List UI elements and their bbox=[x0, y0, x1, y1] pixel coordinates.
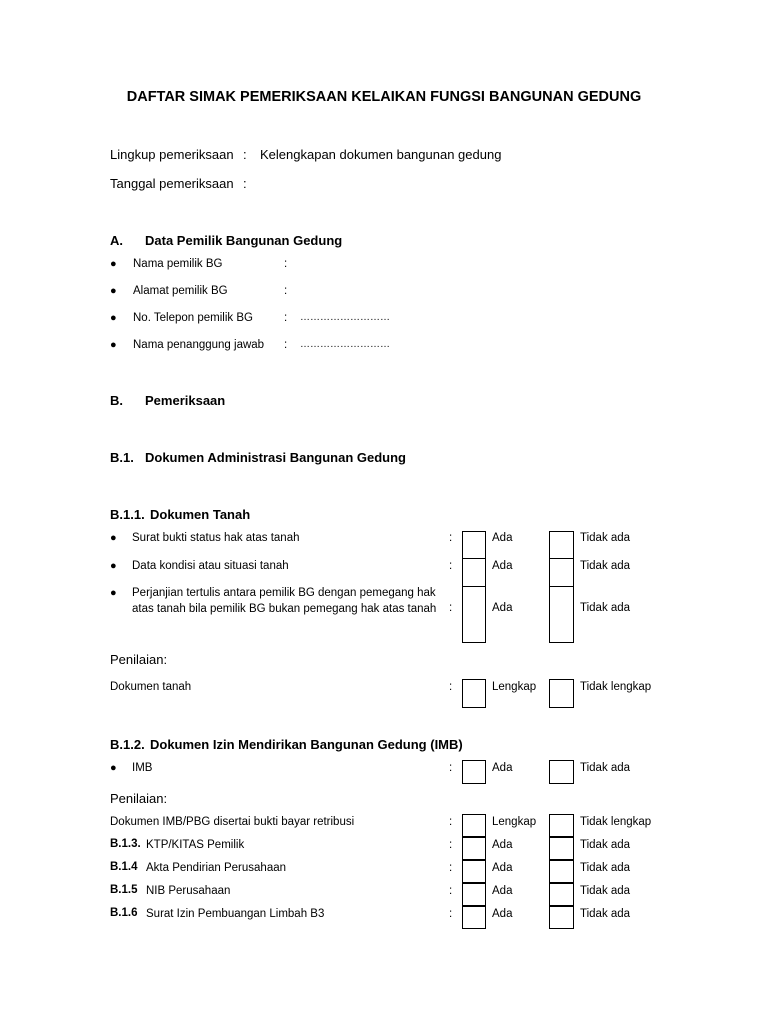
option-ada-label: Ada bbox=[492, 885, 513, 897]
option-tidak-ada-label: Tidak ada bbox=[580, 560, 631, 572]
item-label: Akta Pendirian Perusahaan bbox=[146, 862, 287, 874]
checkbox-tidak-ada[interactable] bbox=[549, 883, 574, 906]
checkbox-ada[interactable] bbox=[462, 760, 486, 784]
option-tidak-lengkap-label: Tidak lengkap bbox=[580, 681, 652, 693]
item-label: NIB Perusahaan bbox=[146, 885, 231, 897]
checkbox-lengkap[interactable] bbox=[462, 814, 486, 837]
section-b12-number: B.1.2. bbox=[110, 737, 145, 752]
lingkup-label: Lingkup pemeriksaan bbox=[110, 147, 234, 162]
item-label: Surat bukti status hak atas tanah bbox=[132, 532, 300, 544]
document-title: DAFTAR SIMAK PEMERIKSAAN KELAIKAN FUNGSI BANGUNAN GEDUNG bbox=[126, 89, 642, 105]
checkbox-tidak-ada[interactable] bbox=[549, 558, 574, 587]
checkbox-lengkap[interactable] bbox=[462, 679, 486, 708]
checkbox-tidak-ada[interactable] bbox=[549, 586, 574, 643]
tanggal-label: Tanggal pemeriksaan bbox=[110, 176, 234, 191]
option-tidak-lengkap-label: Tidak lengkap bbox=[580, 816, 652, 828]
item-label: Alamat pemilik BG bbox=[133, 285, 228, 297]
item-colon: : bbox=[449, 762, 453, 774]
item-number: B.1.6 bbox=[110, 907, 138, 919]
checkbox-tidak-ada[interactable] bbox=[549, 906, 574, 929]
item-number: B.1.5 bbox=[110, 884, 138, 896]
penilaian-colon: : bbox=[449, 681, 453, 693]
section-b1-title: Dokumen Administrasi Bangunan Gedung bbox=[145, 450, 406, 465]
item-number: B.1.4 bbox=[110, 861, 138, 873]
item-label: IMB bbox=[132, 762, 153, 774]
option-ada-label: Ada bbox=[492, 602, 513, 614]
option-tidak-ada-label: Tidak ada bbox=[580, 602, 631, 614]
section-b-number: B. bbox=[110, 393, 123, 408]
bullet-icon: ● bbox=[110, 312, 117, 324]
lingkup-value: Kelengkapan dokumen bangunan gedung bbox=[260, 147, 502, 162]
bullet-icon: ● bbox=[110, 339, 117, 351]
item-colon: : bbox=[449, 862, 453, 874]
item-label: No. Telepon pemilik BG bbox=[133, 312, 253, 324]
option-lengkap-label: Lengkap bbox=[492, 816, 537, 828]
option-tidak-ada-label: Tidak ada bbox=[580, 532, 631, 544]
item-number: B.1.3. bbox=[110, 838, 141, 850]
option-tidak-ada-label: Tidak ada bbox=[580, 862, 631, 874]
section-b12-title: Dokumen Izin Mendirikan Bangunan Gedung (IMB) bbox=[150, 737, 463, 752]
tanggal-colon: : bbox=[243, 176, 247, 191]
checkbox-tidak-ada[interactable] bbox=[549, 760, 574, 784]
checkbox-tidak-ada[interactable] bbox=[549, 837, 574, 860]
item-label: KTP/KITAS Pemilik bbox=[146, 839, 245, 851]
item-colon: : bbox=[284, 258, 288, 270]
bullet-icon: ● bbox=[110, 587, 117, 599]
bullet-icon: ● bbox=[110, 285, 117, 297]
option-ada-label: Ada bbox=[492, 839, 513, 851]
item-label: Surat Izin Pembuangan Limbah B3 bbox=[146, 908, 325, 920]
section-b1-number: B.1. bbox=[110, 450, 134, 465]
checkbox-ada[interactable] bbox=[462, 860, 486, 883]
item-label: Data kondisi atau situasi tanah bbox=[132, 560, 289, 572]
option-ada-label: Ada bbox=[492, 762, 513, 774]
checkbox-ada[interactable] bbox=[462, 837, 486, 860]
section-a-title: Data Pemilik Bangunan Gedung bbox=[145, 233, 343, 248]
item-label: Nama penanggung jawab bbox=[133, 339, 265, 351]
item-colon: : bbox=[449, 885, 453, 897]
checkbox-ada[interactable] bbox=[462, 586, 486, 643]
item-colon: : bbox=[284, 285, 288, 297]
checkbox-ada[interactable] bbox=[462, 883, 486, 906]
option-ada-label: Ada bbox=[492, 560, 513, 572]
item-label: Perjanjian tertulis antara pemilik BG dengan pemegang hak atas tanah bila pemilik BG bukan pemegang hak atas tanah bbox=[132, 587, 437, 615]
bullet-icon: ● bbox=[110, 532, 117, 544]
item-colon: : bbox=[449, 560, 453, 572]
lingkup-colon: : bbox=[243, 147, 247, 162]
checkbox-ada[interactable] bbox=[462, 558, 486, 587]
item-value: ……………………… bbox=[300, 339, 390, 350]
option-ada-label: Ada bbox=[492, 862, 513, 874]
checkbox-ada[interactable] bbox=[462, 531, 486, 559]
bullet-icon: ● bbox=[110, 560, 117, 572]
checkbox-tidak-ada[interactable] bbox=[549, 531, 574, 559]
item-colon: : bbox=[449, 602, 453, 614]
item-colon: : bbox=[449, 908, 453, 920]
checkbox-ada[interactable] bbox=[462, 906, 486, 929]
item-colon: : bbox=[284, 339, 288, 351]
penilaian-label: Dokumen tanah bbox=[110, 681, 192, 693]
item-colon: : bbox=[449, 839, 453, 851]
section-b-title: Pemeriksaan bbox=[145, 393, 226, 408]
section-a-number: A. bbox=[110, 233, 123, 248]
item-colon: : bbox=[284, 312, 288, 324]
bullet-icon: ● bbox=[110, 258, 117, 270]
checkbox-tidak-ada[interactable] bbox=[549, 860, 574, 883]
section-b11-number: B.1.1. bbox=[110, 507, 145, 522]
penilaian-heading: Penilaian: bbox=[110, 652, 168, 667]
item-colon: : bbox=[449, 532, 453, 544]
bullet-icon: ● bbox=[110, 762, 117, 774]
option-ada-label: Ada bbox=[492, 532, 513, 544]
section-b11-title: Dokumen Tanah bbox=[150, 507, 251, 522]
option-tidak-ada-label: Tidak ada bbox=[580, 762, 631, 774]
penilaian-label: Dokumen IMB/PBG disertai bukti bayar retribusi bbox=[110, 816, 355, 828]
option-tidak-ada-label: Tidak ada bbox=[580, 908, 631, 920]
checkbox-tidak-lengkap[interactable] bbox=[549, 814, 574, 837]
item-value: ……………………… bbox=[300, 312, 390, 323]
option-tidak-ada-label: Tidak ada bbox=[580, 839, 631, 851]
penilaian-colon: : bbox=[449, 816, 453, 828]
penilaian-heading: Penilaian: bbox=[110, 791, 168, 806]
item-label: Nama pemilik BG bbox=[133, 258, 223, 270]
checkbox-tidak-lengkap[interactable] bbox=[549, 679, 574, 708]
option-lengkap-label: Lengkap bbox=[492, 681, 537, 693]
option-ada-label: Ada bbox=[492, 908, 513, 920]
option-tidak-ada-label: Tidak ada bbox=[580, 885, 631, 897]
